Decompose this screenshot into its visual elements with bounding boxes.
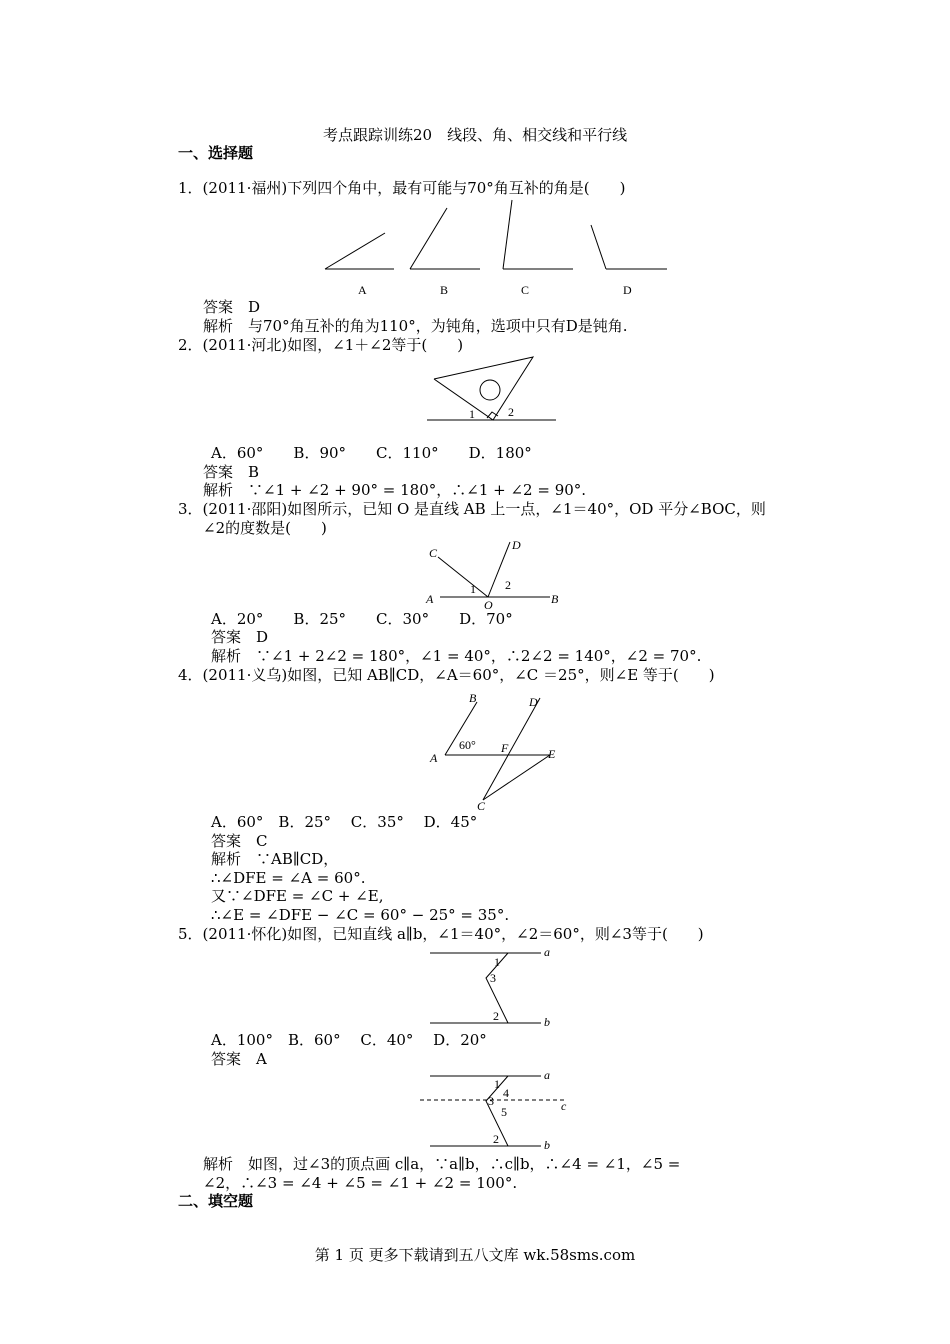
q2-analysis: 解析 ∵∠1 + ∠2 + 90° = 180°，∴∠1 + ∠2 = 90°.	[203, 481, 587, 499]
q1-analysis: 解析 与70°角互补的角为110°，为钝角，选项中只有D是钝角.	[203, 317, 628, 335]
q3-label-a: A	[426, 592, 434, 606]
q1-angle-d	[591, 225, 667, 269]
q5-fig1-label-3: 3	[490, 971, 496, 985]
q4-analysis-line2: ∴∠DFE = ∠A = 60°.	[211, 869, 366, 887]
q5-analysis-line2: ∠2，∴∠3 = ∠4 + ∠5 = ∠1 + ∠2 = 100°.	[203, 1174, 518, 1192]
q5-fig1-label-1: 1	[494, 955, 500, 969]
page-title: 考点跟踪训练20 线段、角、相交线和平行线	[323, 126, 628, 144]
q4-label-d: D	[529, 695, 538, 709]
q5-fig1-label-a: a	[544, 945, 550, 959]
q1-angle-c	[503, 200, 573, 269]
q5-fig2-label-4: 4	[503, 1086, 509, 1100]
q4-options: A．60° B．25° C．35° D．45°	[211, 813, 478, 831]
q4-label-60: 60°	[459, 738, 476, 752]
q5-analysis-line1: 解析 如图，过∠3的顶点画 c∥a，∵a∥b，∴c∥b，∴∠4 = ∠1，∠5 =	[203, 1155, 681, 1173]
q4-label-b: B	[469, 691, 477, 705]
q1-label-d: D	[623, 283, 632, 297]
q5-options: A．100° B．60° C．40° D．20°	[211, 1031, 487, 1049]
q2-stem: 2．(2011·河北)如图，∠1＋∠2等于( )	[178, 336, 464, 354]
q5-answer: 答案 A	[211, 1050, 267, 1068]
q4-label-e: E	[548, 747, 556, 761]
q4-label-c: C	[477, 799, 486, 813]
q1-answer: 答案 D	[203, 298, 261, 316]
q3-label-1: 1	[470, 582, 476, 596]
q3-analysis: 解析 ∵∠1 + 2∠2 = 180°，∠1 = 40°，∴2∠2 = 140°，∠2 = 70°.	[211, 647, 702, 665]
q3-answer: 答案 D	[211, 628, 269, 646]
q5-fig2-label-3: 3	[488, 1094, 494, 1108]
q1-label-a: A	[358, 283, 367, 297]
q1-label-c: C	[521, 283, 530, 297]
q4-label-f: F	[501, 741, 509, 755]
q5-fig2-label-2: 2	[493, 1132, 499, 1146]
q4-stem: 4．(2011·义乌)如图，已知 AB∥CD，∠A＝60°，∠C ＝25°，则∠E 等于( )	[178, 666, 715, 684]
q1-stem: 1．(2011·福州)下列四个角中，最有可能与70°角互补的角是( )	[178, 179, 626, 197]
q5-fig2-label-c: c	[561, 1099, 567, 1113]
q2-figure	[425, 352, 560, 424]
q3-label-o: O	[484, 598, 493, 612]
page-footer: 第 1 页 更多下载请到五八文库 wk.58sms.com	[314, 1246, 636, 1264]
q5-fig2-label-5: 5	[501, 1105, 507, 1119]
q3-figure	[420, 535, 570, 615]
q4-analysis-line4: ∴∠E = ∠DFE − ∠C = 60° − 25° = 35°.	[211, 906, 510, 924]
section-heading-choice: 一、选择题	[178, 144, 254, 162]
q4-analysis-line3: 又∵∠DFE = ∠C + ∠E,	[211, 887, 384, 905]
q2-options: A．60° B．90° C．110° D．180°	[211, 444, 532, 462]
q3-label-2: 2	[505, 578, 511, 592]
q4-answer: 答案 C	[211, 832, 268, 850]
q4-analysis-line1: 解析 ∵AB∥CD，	[211, 850, 339, 868]
q1-label-b: B	[440, 283, 449, 297]
q3-label-b: B	[551, 592, 559, 606]
q2-label-1: 1	[469, 407, 475, 421]
q5-figure-1	[425, 942, 565, 1032]
q1-angle-a	[325, 233, 394, 269]
q4-label-a: A	[430, 751, 438, 765]
q5-fig2-label-a: a	[544, 1068, 550, 1082]
q5-fig2-label-b: b	[544, 1138, 550, 1152]
section-heading-fill: 二、填空题	[178, 1192, 254, 1210]
q2-label-2: 2	[508, 405, 514, 419]
q5-fig1-label-2: 2	[493, 1009, 499, 1023]
q3-label-c: C	[429, 546, 438, 560]
q3-stem-line2: ∠2的度数是( )	[203, 519, 327, 537]
q1-angle-b	[410, 208, 480, 269]
q3-label-d: D	[512, 538, 521, 552]
q4-figure	[425, 690, 565, 815]
q5-fig2-label-1: 1	[494, 1077, 500, 1091]
q3-stem-line1: 3．(2011·邵阳)如图所示，已知 O 是直线 AB 上一点，∠1＝40°，OD 平分∠BOC，则	[178, 500, 766, 518]
q5-figure-2	[415, 1066, 575, 1156]
q5-stem: 5．(2011·怀化)如图，已知直线 a∥b，∠1＝40°，∠2＝60°，则∠3等于( )	[178, 925, 704, 943]
q1-figure	[320, 196, 680, 301]
q2-answer: 答案 B	[203, 463, 260, 481]
q3-options: A．20° B．25° C．30° D．70°	[211, 610, 513, 628]
q5-fig1-label-b: b	[544, 1015, 550, 1029]
